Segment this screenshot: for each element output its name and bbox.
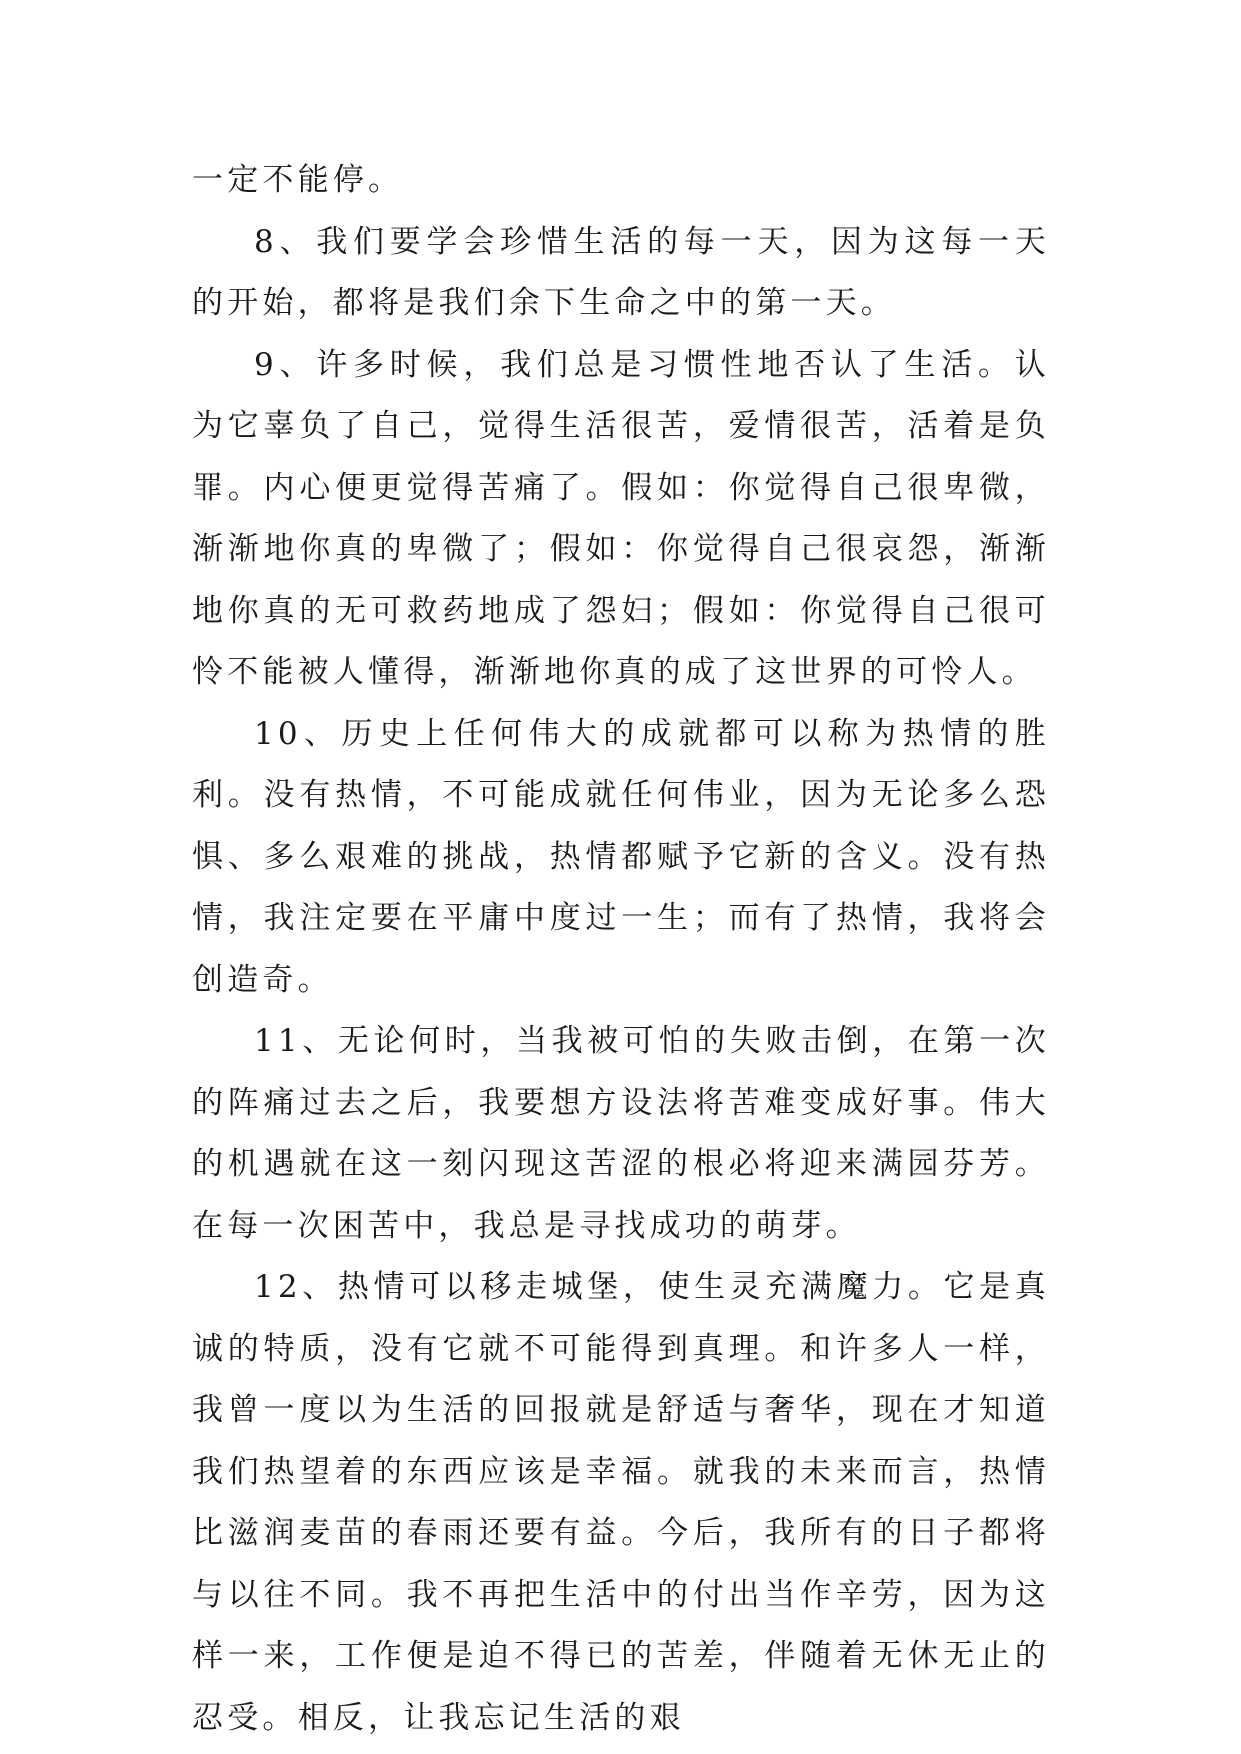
paragraph-item-12: 12、热情可以移走城堡，使生灵充满魔力。它是真诚的特质，没有它就不可能得到真理。和许多人一样，我曾一度以为生活的回报就是舒适与奢华，现在才知道我们热望着的东西应该是幸福。就我的未来而言，热情比滋润麦苗的春雨还要有益。今后，我所有的日子都将与以往不同。我不再把生活中的付出当作辛劳，因为这样一来，工作便是迫不得已的苦差，伴随着无休无止的忍受。相反，让我忘记生活的艰 [192, 1269, 1050, 1736]
paragraph-item-10: 10、历史上任何伟大的成就都可以称为热情的胜利。没有热情，不可能成就任何伟业，因为无论多么恐惧、多么艰难的挑战，热情都赋予它新的含义。没有热情，我注定要在平庸中度过一生；而有了热情，我将会创造奇。 [192, 715, 1050, 998]
paragraph-continuation: 一定不能停。 [192, 162, 404, 198]
paragraph-item-9: 9、许多时候，我们总是习惯性地否认了生活。认为它辜负了自己，觉得生活很苦，爱情很苦，活着是负罪。内心便更觉得苦痛了。假如：你觉得自己很卑微，渐渐地你真的卑微了；假如：你觉得自己很哀怨，渐渐地你真的无可救药地成了怨妇；假如：你觉得自己很可怜不能被人懂得，渐渐地你真的成了这世界的可怜人。 [192, 346, 1050, 690]
paragraph-item-8: 8、我们要学会珍惜生活的每一天，因为这每一天的开始，都将是我们余下生命之中的第一天。 [192, 223, 1050, 321]
document-body [192, 150, 1050, 1749]
paragraph-item-11: 11、无论何时，当我被可怕的失败击倒，在第一次的阵痛过去之后，我要想方设法将苦难变成好事。伟大的机遇就在这一刻闪现这苦涩的根必将迎来满园芬芳。在每一次困苦中，我总是寻找成功的萌芽。 [192, 1023, 1050, 1244]
